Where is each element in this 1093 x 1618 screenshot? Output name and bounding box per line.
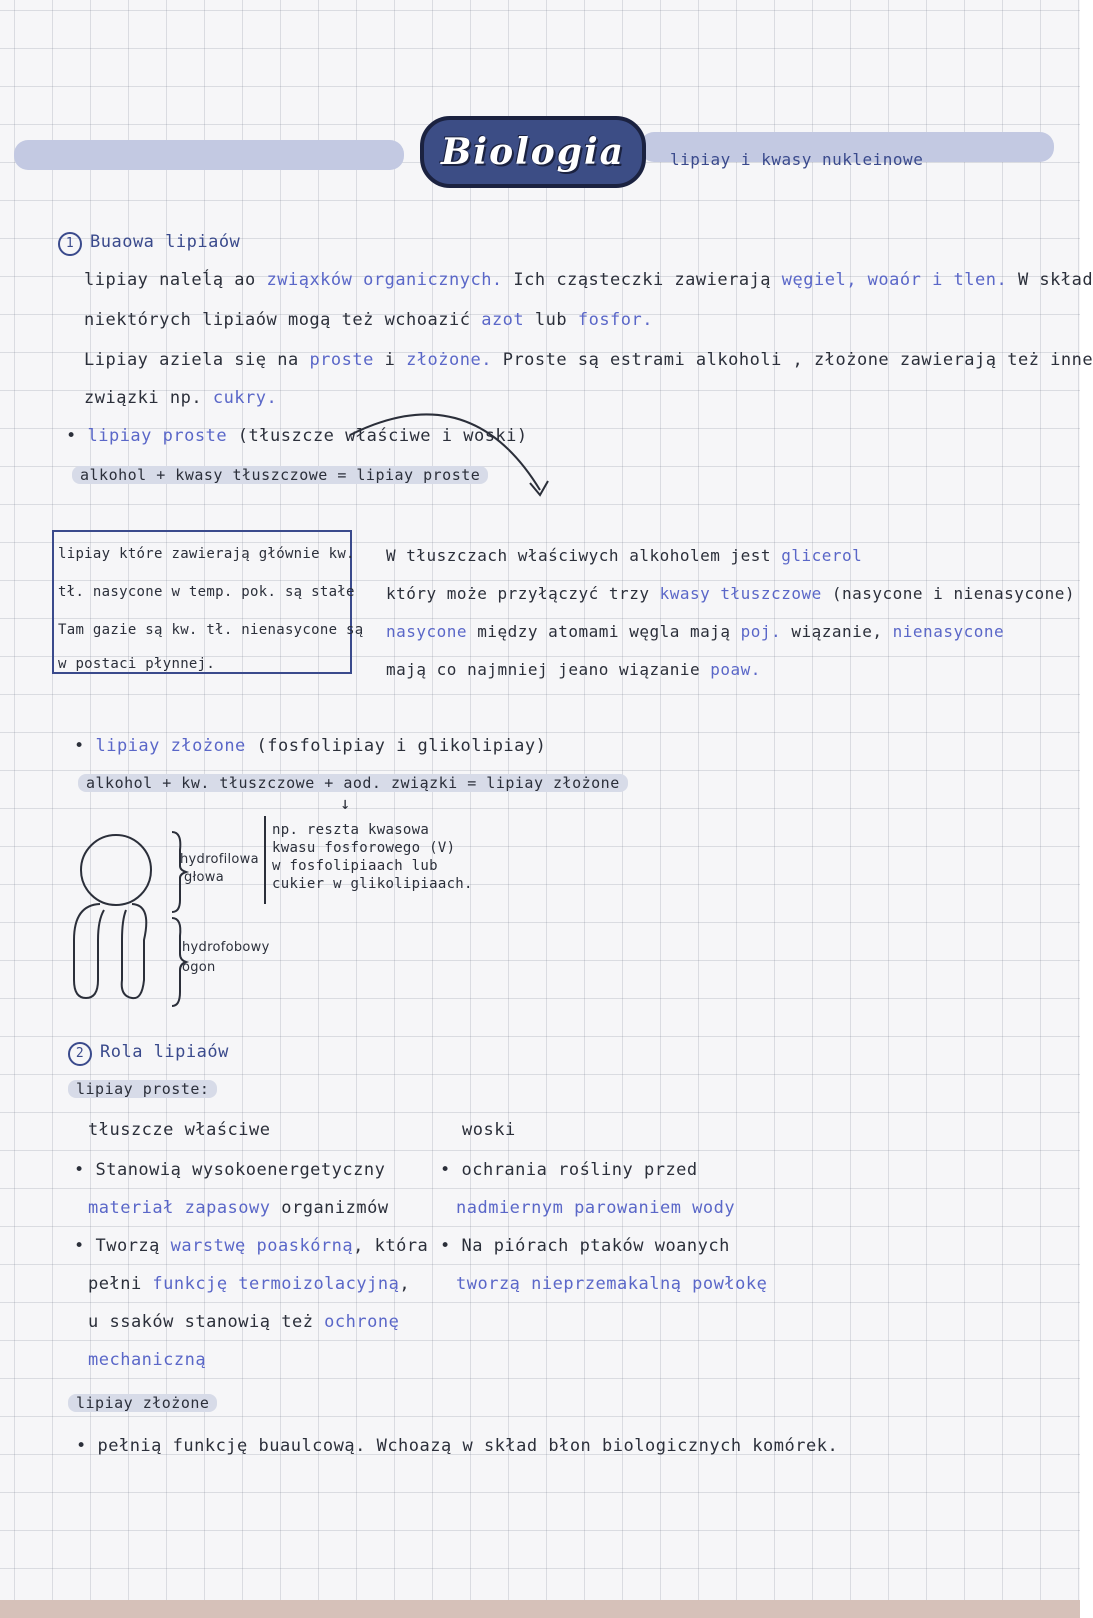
right-line3 (386, 622, 1004, 641)
section1-heading (58, 232, 240, 256)
fats-bullet1-line2 (88, 1198, 389, 1218)
text: związki np. (84, 388, 213, 408)
text-highlight: glicerol (781, 546, 863, 565)
complex-lipids-text (76, 1436, 838, 1456)
text: Proste są estrami alkoholi , złożone zawierają też inne (491, 350, 1093, 370)
text: mają co najmniej jeano wiązanie (386, 660, 711, 679)
text: , która (353, 1236, 429, 1256)
text: pełnią funkcję buaulcową. Wchoazą w skład błon biologicznych komórek. (97, 1436, 839, 1456)
text-highlight: funkcję termoizolacyjną (152, 1274, 400, 1294)
bullet-dot: • (440, 1160, 462, 1180)
text-highlight: złożone. (406, 350, 492, 370)
bullet-dot: • (74, 736, 96, 756)
text-highlight: azot (481, 310, 525, 330)
complex-lipids-label: lipiay złożone (68, 1394, 217, 1412)
waxes-bullet2-line2: tworzą nieprzemakalną powłokę (456, 1274, 768, 1294)
paragraph2-line1 (84, 350, 1093, 370)
text-highlight: warstwę poaskórną (170, 1236, 354, 1256)
hydrophilic-head-shape (81, 835, 151, 905)
bullet-dot: • (440, 1236, 462, 1256)
simple-lipids-label: lipiay proste: (68, 1080, 217, 1098)
text: Tworzą (95, 1236, 171, 1256)
text: u ssaków stanowią też (88, 1312, 325, 1332)
text: (fosfolipiay i glikolipiay) (245, 736, 547, 756)
hydrophobic-tail-right (122, 904, 147, 998)
waxes-bullet1-line2: nadmiernym parowaniem wody (456, 1198, 736, 1218)
note-box-line1: lipiay które zawierają głównie kw. (58, 546, 355, 562)
text-highlight: węgiel, woaór i tlen. (781, 270, 1008, 290)
text: wiązanie, (781, 622, 893, 641)
paragraph2-line2 (84, 388, 277, 408)
bullet-dot: • (76, 1436, 98, 1456)
diagram-note-line1: np. reszta kwasowa (272, 822, 430, 838)
text: Ich cząsteczki zawierają (502, 270, 782, 290)
down-arrow-icon: ↓ (340, 794, 351, 814)
header-band-left (14, 140, 404, 170)
fats-bullet2-line2 (88, 1274, 410, 1294)
diagram-note-line2: kwasu fosforowego (V) (272, 840, 456, 856)
diagram-note-line3: w fosfolipiaach lub (272, 858, 438, 874)
note-divider (264, 816, 266, 904)
simple-lipids-formula: alkohol + kwasy tłuszczowe = lipiay proste (72, 466, 488, 484)
paragraph1-line2 (84, 310, 653, 330)
text: ochrania rośliny przed (461, 1160, 698, 1180)
text-highlight: poaw. (710, 660, 761, 679)
note-box-line3: Tam gazie są kw. tł. nienasycone są (58, 622, 364, 638)
text-highlight: nasycone (386, 622, 468, 641)
fats-bullet2-line4: mechaniczną (88, 1350, 207, 1370)
bullet-dot: • (74, 1160, 96, 1180)
section2-number: 2 (68, 1042, 92, 1066)
head-label-line1: hydrofilowa (180, 852, 259, 867)
simple-lipids-bullet (66, 426, 528, 446)
section2-title: Rola lipiaów (100, 1042, 229, 1062)
paragraph1-line1 (84, 270, 1093, 290)
text: W tłuszczach właściwych alkoholem jest (386, 546, 782, 565)
page-subtitle: lipiay i kwasy nukleinowe (670, 150, 924, 169)
waxes-bullet2-line1 (440, 1236, 730, 1256)
fats-bullet2-line1 (74, 1236, 428, 1256)
section1-title: Buaowa lipiaów (90, 232, 241, 252)
hydrophobic-tail-left (74, 904, 104, 998)
text-highlight: złożone (170, 736, 246, 756)
section2-heading (68, 1042, 229, 1066)
complex-lipids-formula: alkohol + kw. tłuszczowe + aod. związki = lipiay złożone (78, 774, 628, 792)
text-highlight: zwiąxków organicznych. (266, 270, 503, 290)
text: (nasycone i nienasycone) (821, 584, 1076, 603)
text: organizmów (270, 1198, 389, 1218)
text-highlight: cukry. (212, 388, 278, 408)
head-label-line2: głowa (184, 870, 224, 885)
text: Stanowią wysokoenergetyczny (95, 1160, 386, 1180)
text: , (399, 1274, 411, 1294)
text-highlight: proste (309, 350, 374, 370)
text: lipiay (95, 736, 171, 756)
tail-label-line2: ogon (182, 960, 216, 975)
text: pełni (88, 1274, 153, 1294)
text: Lipiay aziela się na (84, 350, 310, 370)
complex-lipids-bullet (74, 736, 546, 756)
text: niektórych lipiaów mogą też wchoazić (84, 310, 482, 330)
bullet-dot: • (66, 426, 88, 446)
text-highlight: ochronę (324, 1312, 400, 1332)
page-title: Biologia (420, 116, 646, 188)
note-box-line2: tł. nasycone w temp. pok. są stałe (58, 584, 355, 600)
right-line1 (386, 546, 862, 565)
fats-bullet2-line3 (88, 1312, 399, 1332)
section1-number: 1 (58, 232, 82, 256)
text-highlight: fosfor. (577, 310, 653, 330)
bottom-edge (0, 1600, 1080, 1618)
waxes-bullet1-line1 (440, 1160, 698, 1180)
text: Na piórach ptaków woanych (461, 1236, 730, 1256)
text: lipiay (87, 426, 163, 446)
text: W skład (1007, 270, 1093, 290)
waxes-heading: woski (462, 1120, 516, 1140)
note-box-line4: w postaci płynnej. (58, 656, 216, 672)
fats-bullet1-line1 (74, 1160, 385, 1180)
curved-arrow-icon (340, 395, 580, 515)
text-highlight: nienasycone (892, 622, 1005, 641)
text-highlight: poj. (740, 622, 782, 641)
text: który może przyłączyć trzy (386, 584, 660, 603)
text: lipiay naleĺą ao (84, 270, 267, 290)
right-line4 (386, 660, 761, 679)
right-line2 (386, 584, 1075, 603)
text: (tłuszcze właściwe i woski) (227, 426, 528, 446)
diagram-note-line4: cukier w glikolipiaach. (272, 876, 473, 892)
bullet-dot: • (74, 1236, 96, 1256)
text: lub (524, 310, 578, 330)
text: między atomami węgla mają (467, 622, 741, 641)
text-highlight: proste (162, 426, 228, 446)
text: i (373, 350, 407, 370)
text-highlight: materiał zapasowy (88, 1198, 271, 1218)
fats-heading: tłuszcze właściwe (88, 1120, 271, 1140)
tail-label-line1: hydrofobowy (182, 940, 270, 955)
text-highlight: kwasy tłuszczowe (659, 584, 822, 603)
